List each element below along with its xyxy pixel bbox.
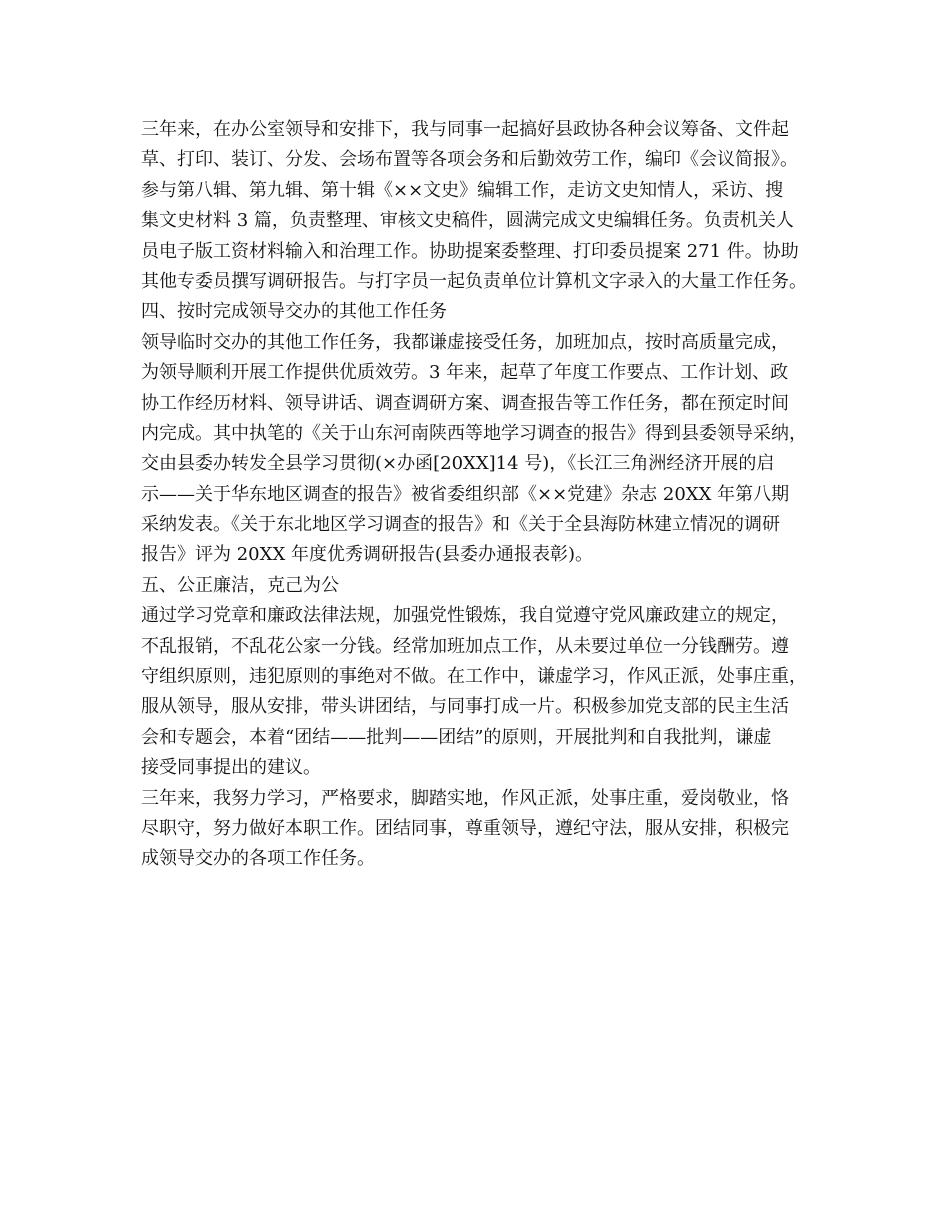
text-line: 内完成。其中执笔的《关于山东河南陕西等地学习调查的报告》得到县委领导采纳，: [141, 422, 807, 444]
text-line: 参与第八辑、第九辑、第十辑《××文史》编辑工作，走访文史知情人，采访、搜: [141, 179, 784, 201]
text-line: 会和专题会，本着“团结——批判——团结”的原则，开展批判和自我批判，谦虚: [141, 726, 772, 748]
text-line: 为领导顺利开展工作提供优质效劳。3 年来，起草了年度工作要点、工作计划、政: [141, 362, 789, 384]
section-heading: 四、按时完成领导交办的其他工作任务: [141, 301, 447, 323]
text-line: 报告》评为 20XX 年度优秀调研报告(县委办通报表彰)。: [141, 544, 594, 566]
text-line: 三年来，在办公室领导和安排下，我与同事一起搞好县政协各种会议筹备、文件起: [141, 119, 789, 140]
text-line: 示——关于华东地区调查的报告》被省委组织部《××党建》杂志 20XX 年第八期: [141, 483, 790, 505]
document-body: [141, 115, 831, 875]
text-line: 员电子版工资材料输入和治理工作。协助提案委整理、打印委员提案 271 件。协助: [141, 240, 799, 262]
text-line: 成领导交办的各项工作任务。: [141, 848, 375, 870]
text-line: 不乱报销，不乱花公家一分钱。经常加班加点工作，从未要过单位一分钱酬劳。遵: [141, 635, 789, 657]
text-line: 采纳发表。《关于东北地区学习调查的报告》和《关于全县海防林建立情况的调研: [141, 514, 780, 536]
text-line: 领导临时交办的其他工作任务，我都谦虚接受任务，加班加点，按时高质量完成，: [141, 331, 789, 353]
text-line: 交由县委办转发全县学习贯彻(×办函[20XX]14 号)，《长江三角洲经济开展的启: [141, 453, 775, 475]
text-line: 协工作经历材料、领导讲话、调查调研方案、调查报告等工作任务，都在预定时间: [141, 392, 789, 414]
text-line: 草、打印、装订、分发、会场布置等各项会务和后勤效劳工作，编印《会议简报》。: [141, 149, 798, 171]
text-line: 通过学习党章和廉政法律法规，加强党性锻炼，我自觉遵守党风廉政建立的规定，: [141, 605, 789, 627]
section-heading: 五、公正廉洁，克己为公: [141, 574, 339, 596]
text-line: 接受同事提出的建议。: [141, 757, 321, 779]
text-line: 其他专委员撰写调研报告。与打字员一起负责单位计算机文字录入的大量工作任务。: [141, 270, 807, 292]
text-line: 三年来，我努力学习，严格要求，脚踏实地，作风正派，处事庄重，爱岗敬业，恪: [141, 787, 789, 809]
text-line: 集文史材料 3 篇，负责整理、审核文史稿件，圆满完成文史编辑任务。负责机关人: [141, 210, 794, 232]
text-line: 守组织原则，违犯原则的事绝对不做。在工作中，谦虚学习，作风正派，处事庄重，: [141, 666, 807, 688]
text-line: 服从领导，服从安排，带头讲团结，与同事打成一片。积极参加党支部的民主生活: [141, 696, 789, 718]
text-line: 尽职守，努力做好本职工作。团结同事，尊重领导，遵纪守法，服从安排，积极完: [141, 817, 789, 839]
